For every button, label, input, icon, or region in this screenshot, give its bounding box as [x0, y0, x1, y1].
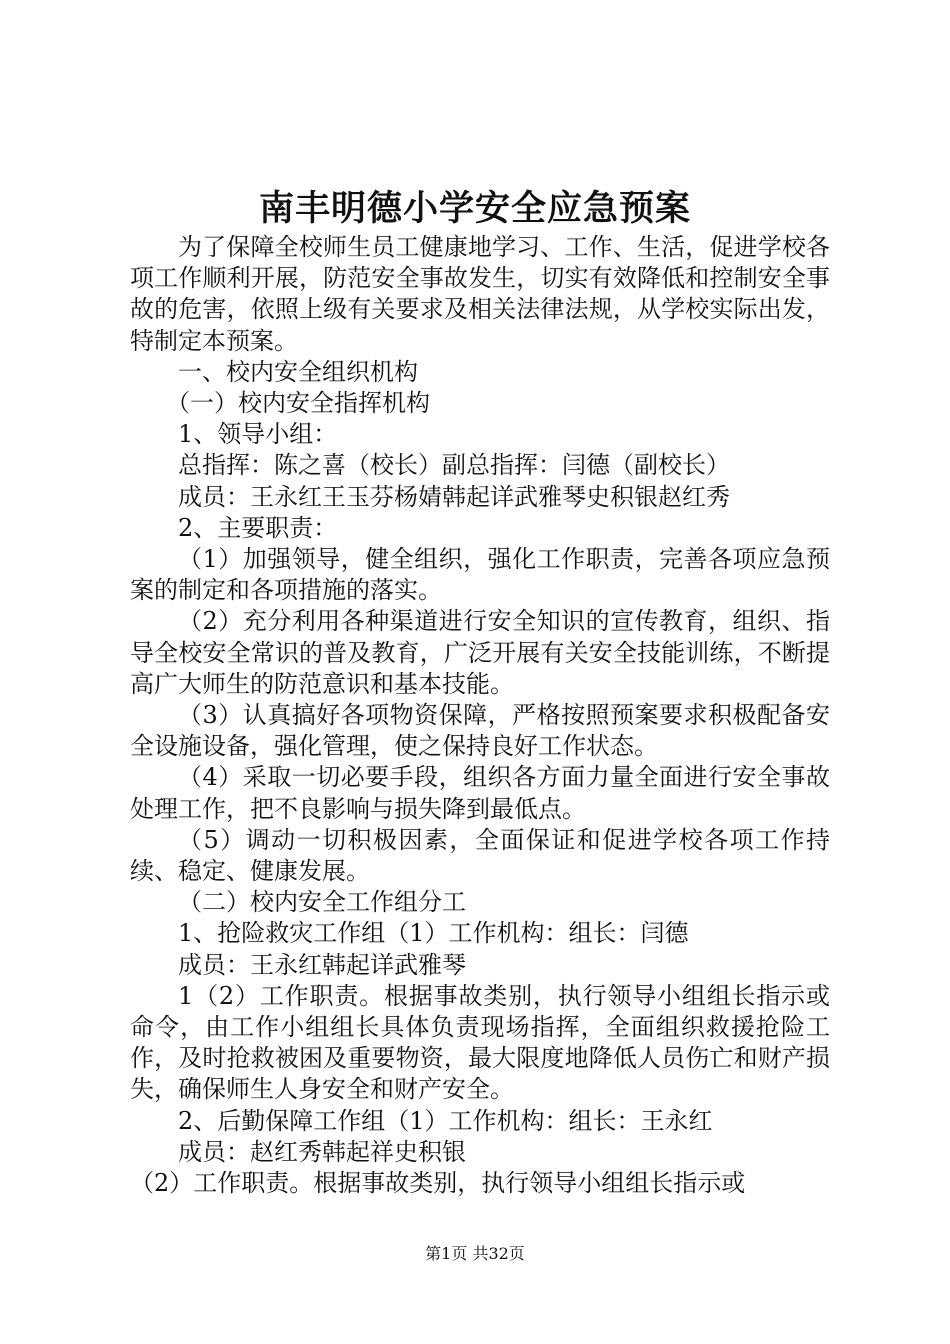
page-number: 第1页 共32页: [425, 1244, 525, 1263]
heading-subsection-2: （二）校内安全工作组分工: [178, 888, 466, 917]
paragraph-duty-1: （1）加强领导，健全组织，强化工作职责，完善各项应急预案的制定和各项措施的落实。: [130, 545, 830, 605]
paragraph-logistics-group: 2、后勤保障工作组（1）工作机构：组长：王永红: [178, 1106, 713, 1135]
document-body: [130, 232, 830, 1199]
heading-section-1: 一、校内安全组织机构: [178, 357, 418, 386]
paragraph-commanders: 总指挥：陈之喜（校长）副总指挥：闫德（副校长）: [178, 451, 730, 480]
paragraph-duty-5: （5）调动一切积极因素，全面保证和促进学校各项工作持续、稳定、健康发展。: [130, 825, 830, 886]
paragraph-main-duties: 2、主要职责：: [178, 513, 338, 542]
document-title: 南丰明德小学安全应急预案: [258, 188, 691, 229]
paragraph-rescue-group: 1、抢险救灾工作组（1）工作机构：组长：闫德: [178, 919, 689, 948]
paragraph-duty-4: （4）采取一切必要手段，组织各方面力量全面进行安全事故处理工作，把不良影响与损失降到最低点。: [130, 763, 830, 823]
paragraph-duty-3: （3）认真搞好各项物资保障，严格按照预案要求积极配备安全设施设备，强化管理，使之保持良好工作状态。: [130, 701, 830, 761]
paragraph-rescue-duties: 1（2）工作职责。根据事故类别，执行领导小组组长指示或命令，由工作小组组长具体负责现场指挥，全面组织救援抢险工作，及时抢救被困及重要物资，最大限度地降低人员伤亡和财产损失，确保师生人身安全和财产安全。: [130, 981, 830, 1104]
paragraph-logistics-duties: （2）工作职责。根据事故类别，执行领导小组组长指示或: [130, 1169, 746, 1198]
paragraph-duty-2: （2）充分利用各种渠道进行安全知识的宣传教育，组织、指导全校安全常识的普及教育，广泛开展有关安全技能训练，不断提高广大师生的防范意识和基本技能。: [130, 607, 830, 698]
paragraph-leadership-group: 1、领导小组：: [178, 420, 338, 449]
paragraph-members: 成员：王永红王玉芬杨婧韩起详武雅琴史积银赵红秀: [178, 482, 730, 511]
paragraph-rescue-members: 成员：王永红韩起详武雅琴: [178, 950, 466, 979]
paragraph-intro: 为了保障全校师生员工健康地学习、工作、生活，促进学校各项工作顺利开展，防范安全事故发生，切实有效降低和控制安全事故的危害，依照上级有关要求及相关法律法规，从学校实际出发，特制定本预案。: [130, 233, 830, 355]
heading-subsection-1: （一）校内安全指挥机构: [166, 389, 430, 418]
paragraph-logistics-members: 成员：赵红秀韩起祥史积银: [178, 1137, 466, 1166]
